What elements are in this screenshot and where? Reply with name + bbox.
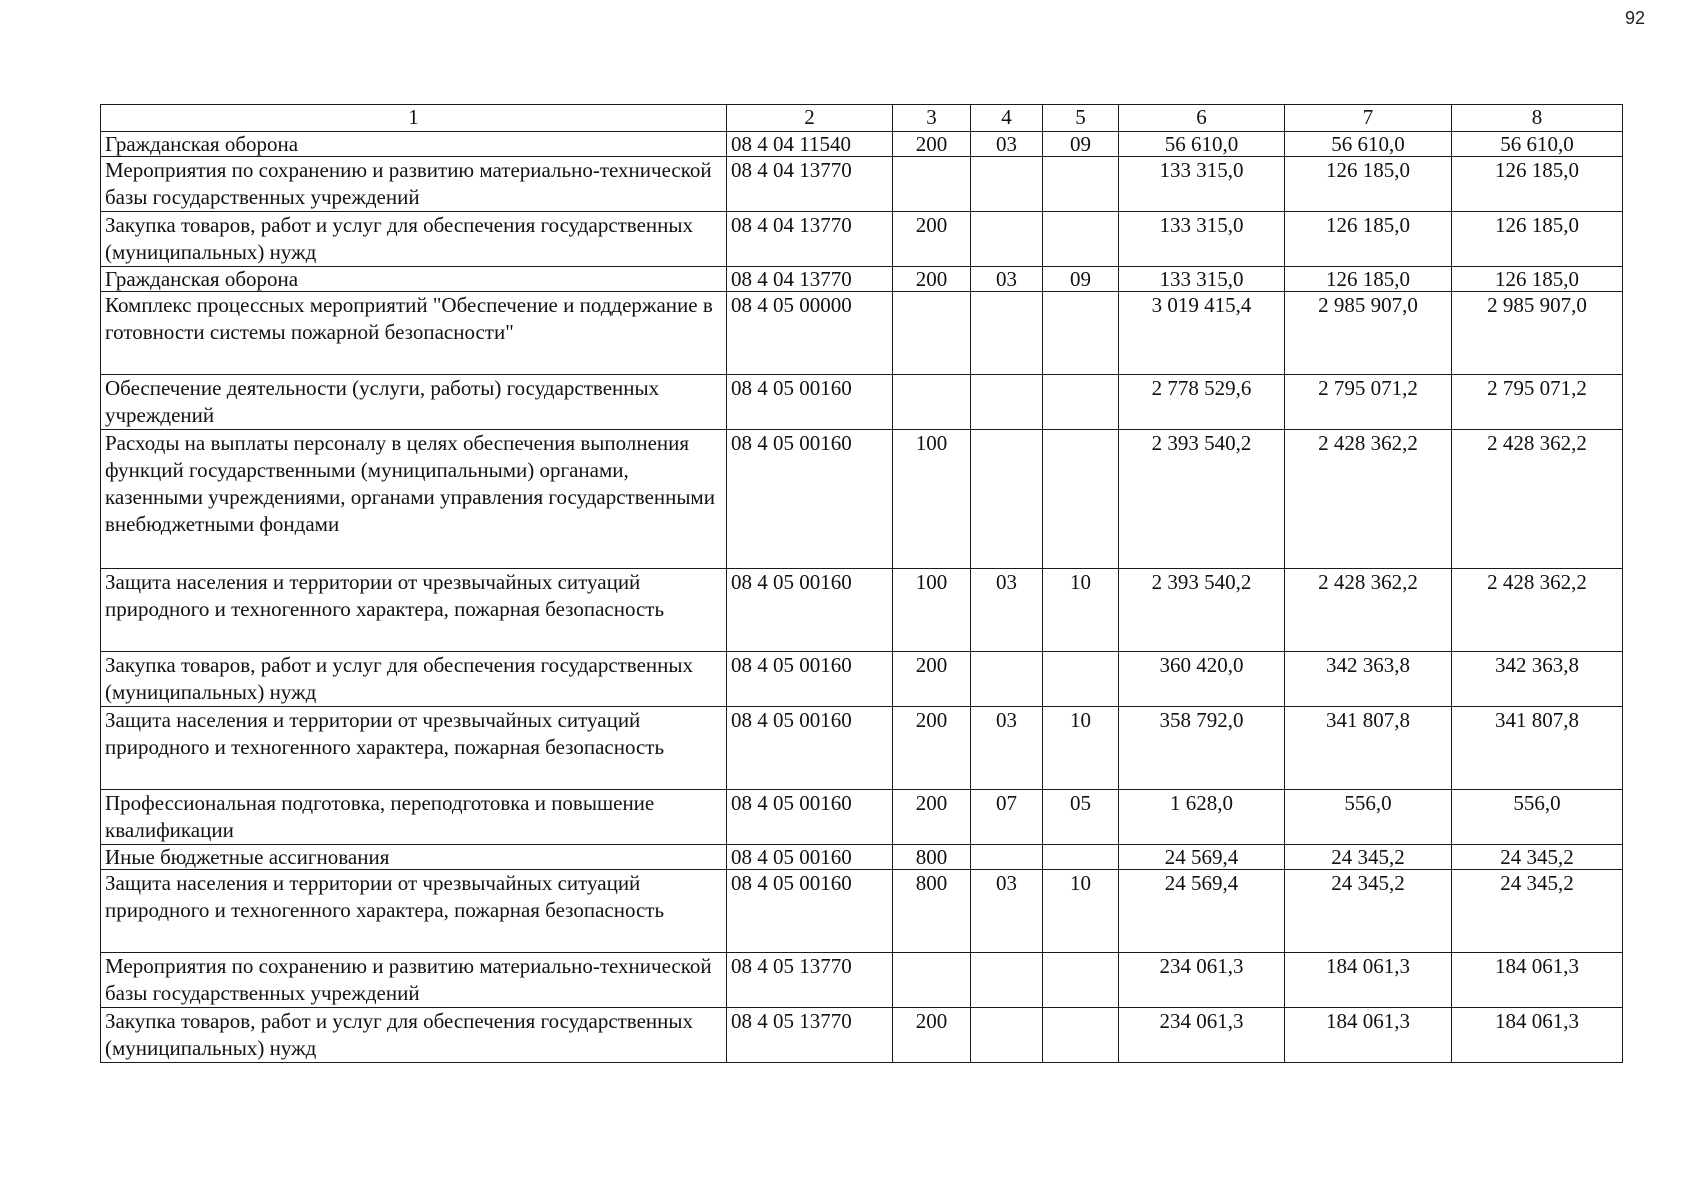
cell-code: 08 4 05 00160 <box>727 430 893 569</box>
cell-pr <box>1043 652 1119 707</box>
cell-rz: 03 <box>971 569 1043 652</box>
cell-year2: 126 185,0 <box>1285 267 1452 292</box>
header-cell-1: 1 <box>101 105 727 132</box>
cell-year1: 234 061,3 <box>1119 953 1285 1008</box>
cell-vr: 200 <box>893 212 971 267</box>
cell-rz <box>971 845 1043 870</box>
cell-rz <box>971 375 1043 430</box>
cell-year1: 24 569,4 <box>1119 870 1285 953</box>
cell-name: Закупка товаров, работ и услуг для обеспечения государственных (муниципальных) нужд <box>101 212 727 267</box>
cell-year1: 133 315,0 <box>1119 267 1285 292</box>
table-row <box>101 212 1623 267</box>
cell-year3: 56 610,0 <box>1452 132 1623 157</box>
cell-vr <box>893 157 971 212</box>
table-row <box>101 790 1623 845</box>
table-row <box>101 845 1623 870</box>
cell-code: 08 4 05 00160 <box>727 375 893 430</box>
cell-pr <box>1043 375 1119 430</box>
cell-vr <box>893 292 971 375</box>
table-row <box>101 652 1623 707</box>
cell-rz: 07 <box>971 790 1043 845</box>
cell-vr <box>893 953 971 1008</box>
cell-pr: 10 <box>1043 569 1119 652</box>
table-row <box>101 870 1623 953</box>
cell-code: 08 4 05 13770 <box>727 1008 893 1063</box>
table-row <box>101 267 1623 292</box>
cell-year2: 24 345,2 <box>1285 845 1452 870</box>
cell-name: Мероприятия по сохранению и развитию материально-технической базы государственных учреждений <box>101 157 727 212</box>
cell-rz: 03 <box>971 267 1043 292</box>
cell-name: Профессиональная подготовка, переподготовка и повышение квалификации <box>101 790 727 845</box>
cell-pr: 05 <box>1043 790 1119 845</box>
cell-vr: 200 <box>893 707 971 790</box>
cell-year3: 184 061,3 <box>1452 1008 1623 1063</box>
cell-vr: 100 <box>893 569 971 652</box>
cell-pr <box>1043 212 1119 267</box>
cell-year2: 342 363,8 <box>1285 652 1452 707</box>
cell-year1: 360 420,0 <box>1119 652 1285 707</box>
table-row <box>101 292 1623 375</box>
cell-rz <box>971 292 1043 375</box>
header-row <box>101 105 1623 132</box>
table-row <box>101 157 1623 212</box>
cell-pr: 10 <box>1043 707 1119 790</box>
cell-year3: 24 345,2 <box>1452 845 1623 870</box>
cell-rz <box>971 1008 1043 1063</box>
cell-code: 08 4 05 00160 <box>727 845 893 870</box>
cell-year1: 56 610,0 <box>1119 132 1285 157</box>
cell-rz <box>971 953 1043 1008</box>
cell-vr: 200 <box>893 1008 971 1063</box>
table-row <box>101 569 1623 652</box>
cell-name: Закупка товаров, работ и услуг для обеспечения государственных (муниципальных) нужд <box>101 1008 727 1063</box>
cell-year3: 24 345,2 <box>1452 870 1623 953</box>
cell-year2: 2 428 362,2 <box>1285 430 1452 569</box>
cell-code: 08 4 05 00160 <box>727 569 893 652</box>
cell-year2: 2 795 071,2 <box>1285 375 1452 430</box>
table-row <box>101 430 1623 569</box>
cell-name: Комплекс процессных мероприятий "Обеспечение и поддержание в готовности системы пожарной безопасности" <box>101 292 727 375</box>
cell-name: Гражданская оборона <box>101 132 727 157</box>
cell-year3: 556,0 <box>1452 790 1623 845</box>
cell-vr: 200 <box>893 267 971 292</box>
cell-vr: 800 <box>893 845 971 870</box>
table-row <box>101 1008 1623 1063</box>
cell-vr <box>893 375 971 430</box>
cell-pr <box>1043 157 1119 212</box>
cell-year2: 126 185,0 <box>1285 212 1452 267</box>
cell-year1: 133 315,0 <box>1119 212 1285 267</box>
cell-year3: 342 363,8 <box>1452 652 1623 707</box>
cell-pr <box>1043 953 1119 1008</box>
cell-name: Обеспечение деятельности (услуги, работы) государственных учреждений <box>101 375 727 430</box>
header-cell-2: 2 <box>727 105 893 132</box>
cell-year1: 3 019 415,4 <box>1119 292 1285 375</box>
cell-year2: 2 985 907,0 <box>1285 292 1452 375</box>
cell-name: Иные бюджетные ассигнования <box>101 845 727 870</box>
cell-year2: 56 610,0 <box>1285 132 1452 157</box>
cell-vr: 200 <box>893 790 971 845</box>
cell-pr <box>1043 292 1119 375</box>
cell-vr: 100 <box>893 430 971 569</box>
cell-pr: 09 <box>1043 267 1119 292</box>
cell-year2: 184 061,3 <box>1285 1008 1452 1063</box>
cell-pr <box>1043 1008 1119 1063</box>
cell-code: 08 4 05 00000 <box>727 292 893 375</box>
header-cell-8: 8 <box>1452 105 1623 132</box>
cell-year1: 2 393 540,2 <box>1119 430 1285 569</box>
header-cell-4: 4 <box>971 105 1043 132</box>
cell-rz <box>971 652 1043 707</box>
header-cell-7: 7 <box>1285 105 1452 132</box>
table-row <box>101 375 1623 430</box>
cell-code: 08 4 04 11540 <box>727 132 893 157</box>
cell-year2: 2 428 362,2 <box>1285 569 1452 652</box>
cell-year1: 24 569,4 <box>1119 845 1285 870</box>
cell-name: Защита населения и территории от чрезвычайных ситуаций природного и техногенного характера, пожарная безопасность <box>101 707 727 790</box>
cell-pr: 10 <box>1043 870 1119 953</box>
cell-code: 08 4 05 13770 <box>727 953 893 1008</box>
cell-name: Защита населения и территории от чрезвычайных ситуаций природного и техногенного характера, пожарная безопасность <box>101 870 727 953</box>
cell-name: Закупка товаров, работ и услуг для обеспечения государственных (муниципальных) нужд <box>101 652 727 707</box>
table-row <box>101 132 1623 157</box>
cell-year3: 184 061,3 <box>1452 953 1623 1008</box>
cell-rz <box>971 212 1043 267</box>
cell-code: 08 4 04 13770 <box>727 267 893 292</box>
cell-year1: 234 061,3 <box>1119 1008 1285 1063</box>
cell-year3: 126 185,0 <box>1452 212 1623 267</box>
page-number: 92 <box>1624 8 1645 28</box>
cell-year1: 2 393 540,2 <box>1119 569 1285 652</box>
cell-year3: 2 428 362,2 <box>1452 430 1623 569</box>
cell-vr: 200 <box>893 652 971 707</box>
cell-year1: 358 792,0 <box>1119 707 1285 790</box>
cell-name: Защита населения и территории от чрезвычайных ситуаций природного и техногенного характера, пожарная безопасность <box>101 569 727 652</box>
cell-code: 08 4 04 13770 <box>727 157 893 212</box>
cell-pr <box>1043 845 1119 870</box>
cell-year1: 2 778 529,6 <box>1119 375 1285 430</box>
cell-name: Мероприятия по сохранению и развитию материально-технической базы государственных учреждений <box>101 953 727 1008</box>
table-row <box>101 707 1623 790</box>
cell-year3: 126 185,0 <box>1452 157 1623 212</box>
cell-name: Гражданская оборона <box>101 267 727 292</box>
cell-year3: 2 428 362,2 <box>1452 569 1623 652</box>
cell-rz <box>971 430 1043 569</box>
cell-year1: 133 315,0 <box>1119 157 1285 212</box>
cell-code: 08 4 04 13770 <box>727 212 893 267</box>
cell-rz: 03 <box>971 870 1043 953</box>
cell-code: 08 4 05 00160 <box>727 652 893 707</box>
cell-vr: 200 <box>893 132 971 157</box>
cell-year1: 1 628,0 <box>1119 790 1285 845</box>
cell-year3: 341 807,8 <box>1452 707 1623 790</box>
cell-year2: 556,0 <box>1285 790 1452 845</box>
cell-year3: 2 985 907,0 <box>1452 292 1623 375</box>
cell-year3: 2 795 071,2 <box>1452 375 1623 430</box>
cell-year2: 341 807,8 <box>1285 707 1452 790</box>
table-row <box>101 953 1623 1008</box>
cell-year2: 24 345,2 <box>1285 870 1452 953</box>
cell-pr: 09 <box>1043 132 1119 157</box>
cell-rz: 03 <box>971 132 1043 157</box>
cell-code: 08 4 05 00160 <box>727 790 893 845</box>
cell-year3: 126 185,0 <box>1452 267 1623 292</box>
cell-name: Расходы на выплаты персоналу в целях обеспечения выполнения функций государственными (муниципальными) органами, казенными учреждениями, органами управления государственными внебюджетными фондами <box>101 430 727 569</box>
header-cell-6: 6 <box>1119 105 1285 132</box>
header-cell-3: 3 <box>893 105 971 132</box>
cell-code: 08 4 05 00160 <box>727 707 893 790</box>
cell-rz <box>971 157 1043 212</box>
header-cell-5: 5 <box>1043 105 1119 132</box>
cell-code: 08 4 05 00160 <box>727 870 893 953</box>
cell-year2: 184 061,3 <box>1285 953 1452 1008</box>
cell-year2: 126 185,0 <box>1285 157 1452 212</box>
cell-pr <box>1043 430 1119 569</box>
cell-rz: 03 <box>971 707 1043 790</box>
budget-table <box>100 104 1623 1063</box>
cell-vr: 800 <box>893 870 971 953</box>
